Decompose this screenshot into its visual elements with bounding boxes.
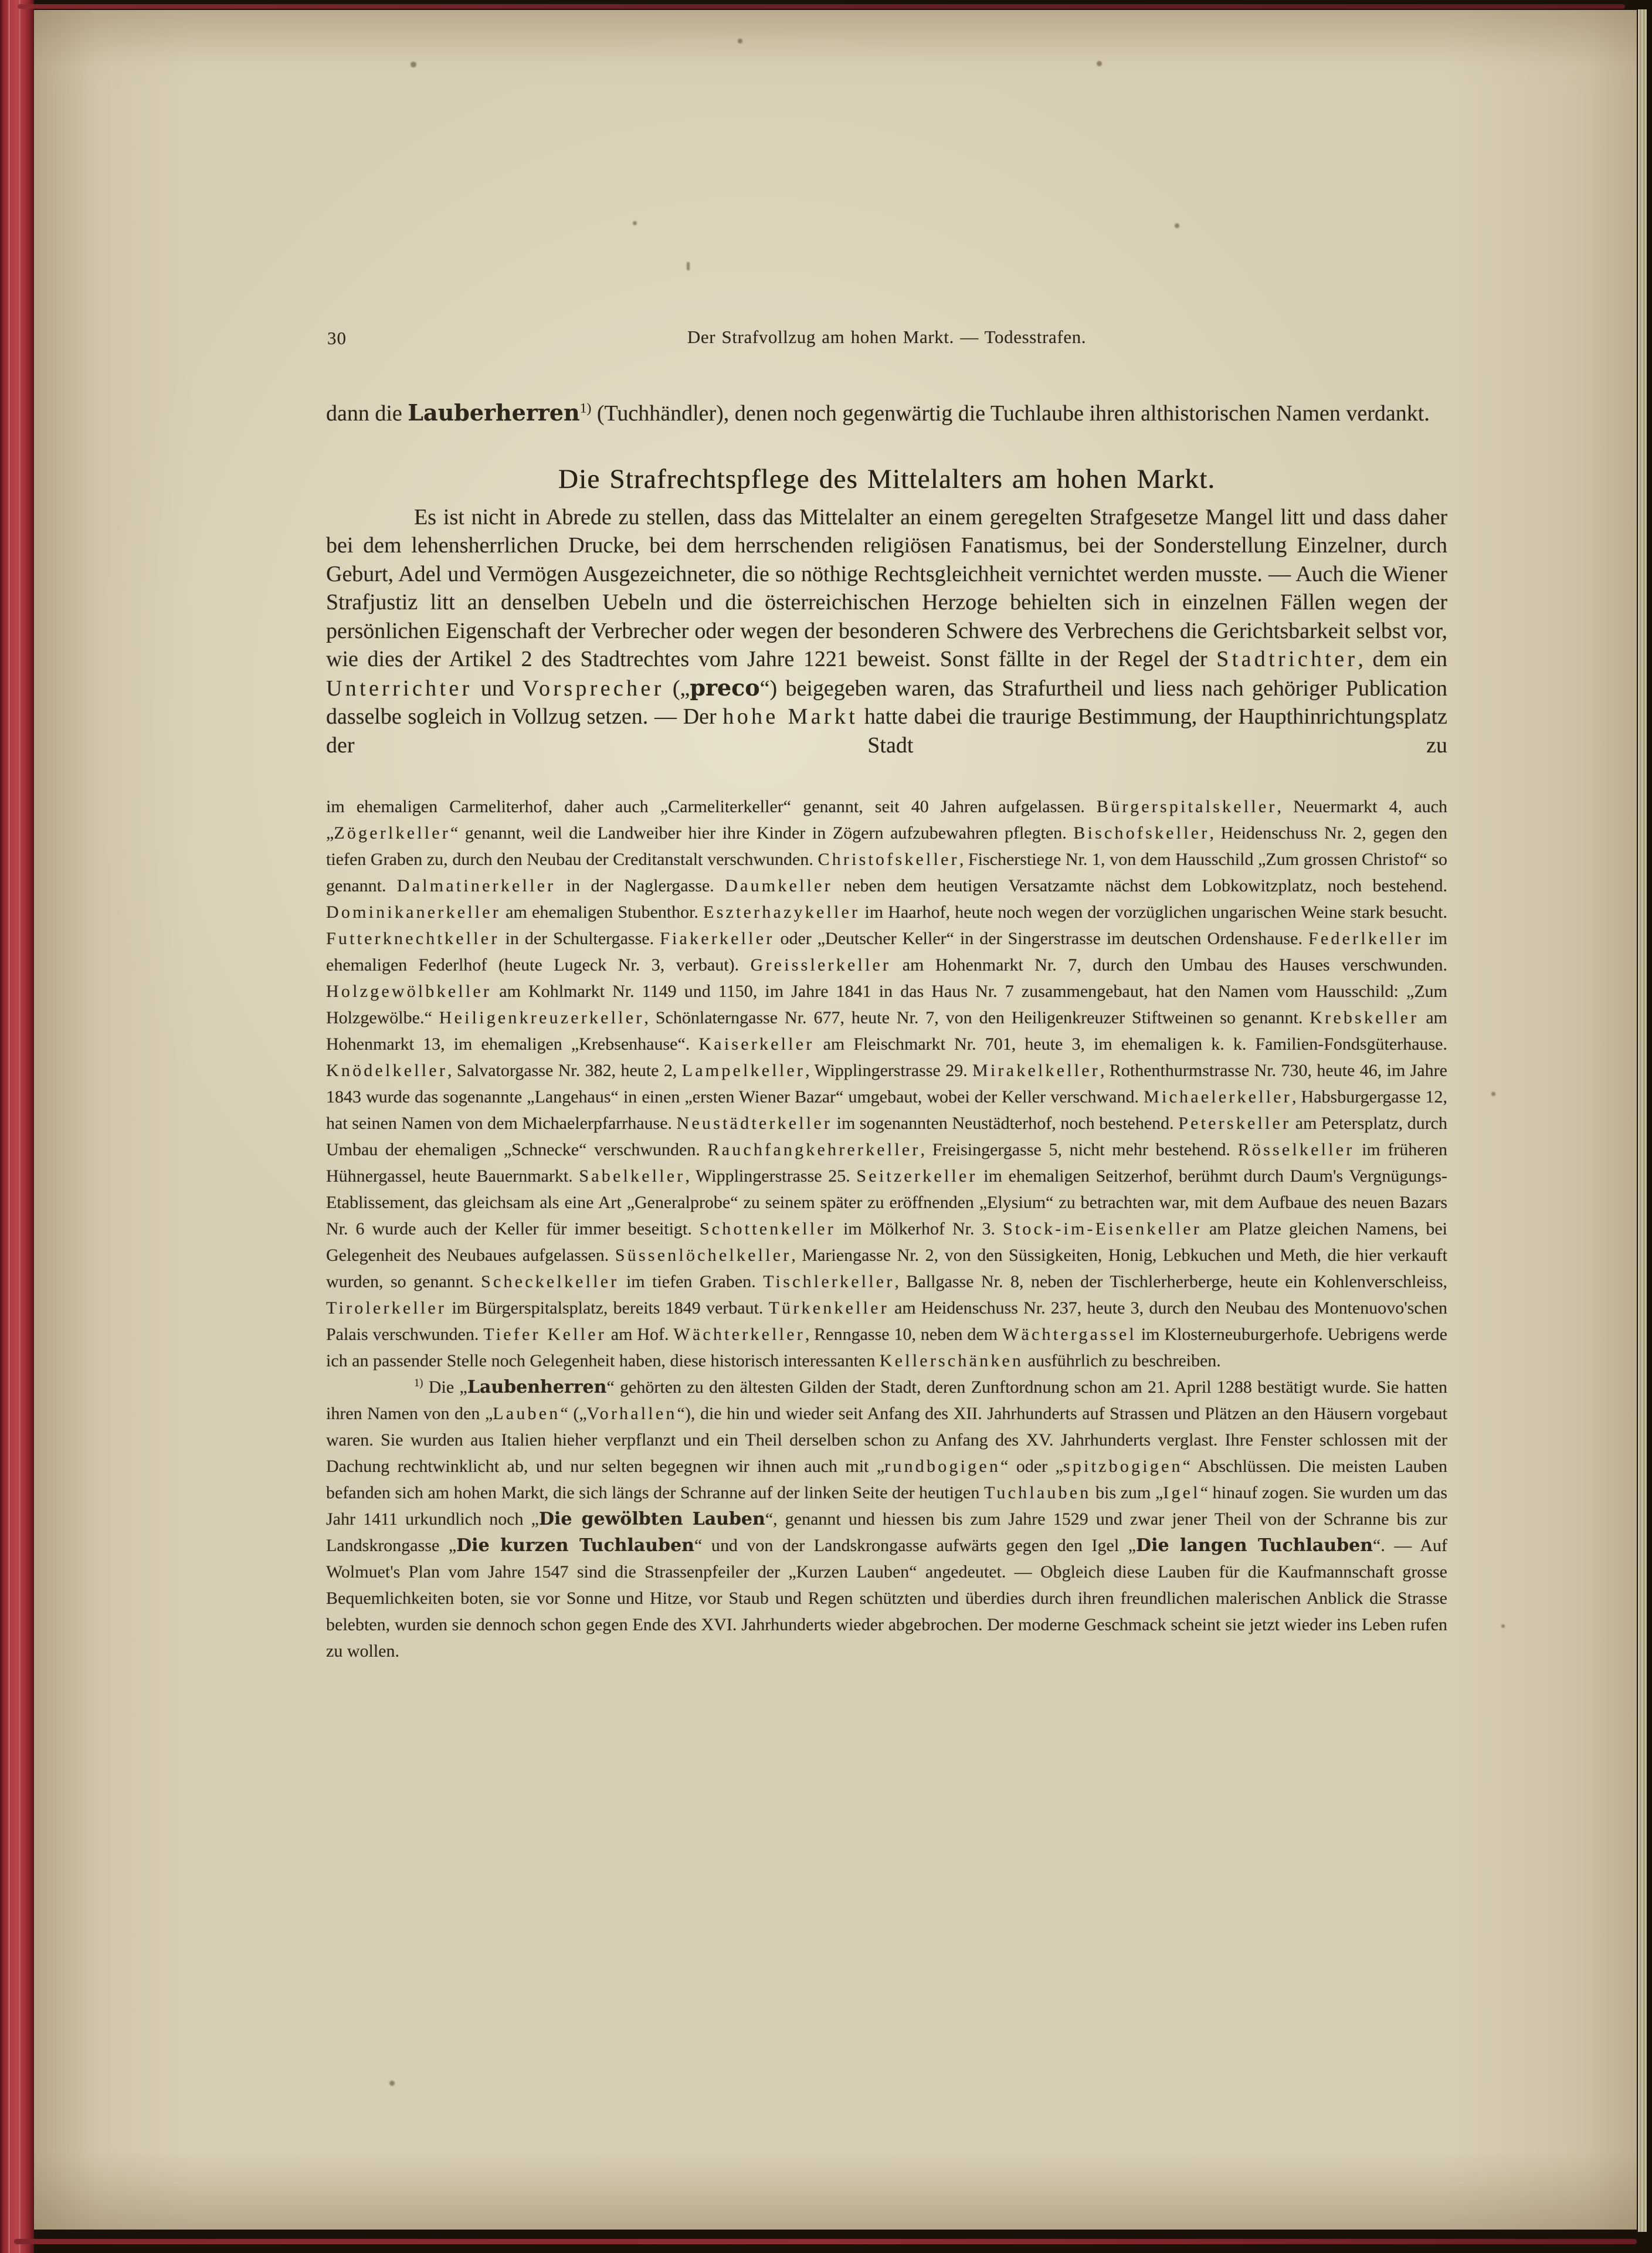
text-segment: Heiligenkreuzerkeller bbox=[439, 1008, 644, 1027]
text-segment: im tiefen Graben. bbox=[619, 1272, 764, 1291]
page-edge-stack bbox=[1638, 9, 1647, 2232]
page-number: 30 bbox=[327, 328, 347, 348]
text-segment: “ gehörten zu den ältesten Gilden der Stadt, deren Zunftordnung schon am 21. April 1288 bestätigt wurde. Sie hatten ihren Namen von den „ bbox=[326, 1377, 1447, 1423]
text-segment: im Bürgerspitalsplatz, bereits 1849 verbaut. bbox=[446, 1298, 769, 1318]
text-segment: Federlkeller bbox=[1308, 929, 1423, 948]
text-segment: “ genannt, weil die Landweiber hier ihre Kinder in Zögern aufzubewahren pflegten. bbox=[450, 823, 1074, 843]
text-segment: im ehemaligen Federlhof (heute Lugeck Nr. 3, verbaut). bbox=[326, 929, 1447, 975]
text-segment: Lauben bbox=[493, 1404, 561, 1423]
text-segment: rundbogigen bbox=[884, 1457, 1001, 1476]
text-segment: in der Naglergasse. bbox=[555, 876, 725, 895]
text-segment: Bischofskeller bbox=[1073, 823, 1210, 843]
text-segment: 1) bbox=[579, 401, 592, 416]
paper-speck bbox=[1491, 1092, 1495, 1096]
text-segment: ausführlich zu beschreiben. bbox=[1023, 1351, 1221, 1370]
section-heading: Die Strafrechtspflege des Mittelalters am hohen Markt. bbox=[558, 463, 1216, 494]
text-segment: , Heidenschuss Nr. 2, gegen den tiefen Graben zu, durch den Neubau der Creditanstalt verschwunden. bbox=[326, 823, 1447, 869]
intro-paragraph bbox=[326, 399, 1447, 428]
text-segment: Daumkeller bbox=[725, 876, 833, 895]
paper-speck bbox=[1175, 223, 1179, 228]
text-segment: im sogenannten Neustädterhof, noch bestehend. bbox=[832, 1114, 1179, 1133]
text-segment: 1) bbox=[414, 1377, 423, 1389]
text-segment: Holzgewölbkeller bbox=[326, 982, 492, 1001]
text-segment: “, genannt und hiessen bis zum Jahre 1529 und zwar jener Theil von der Schranne bis zur Landskrongasse „ bbox=[326, 1509, 1447, 1555]
text-segment: Unterrichter bbox=[326, 676, 473, 701]
text-segment: Die gewölbten Lauben bbox=[538, 1509, 765, 1529]
text-segment: , Wipplingerstrasse 25. bbox=[685, 1166, 857, 1186]
text-segment: Kellerschänken bbox=[879, 1351, 1024, 1370]
paper-speck bbox=[1501, 1624, 1505, 1628]
text-segment: Michaelerkeller bbox=[1144, 1087, 1292, 1107]
text-segment: , Renngasse 10, neben dem bbox=[805, 1325, 1002, 1344]
text-segment: Rauchfangkehrerkeller bbox=[707, 1140, 921, 1159]
text-segment: , Mariengasse Nr. 2, von den Süssigkeiten, Honig, Lebkuchen und Meth, die hier verkauft wurden, so genannt. bbox=[326, 1246, 1447, 1291]
text-segment: “ und von der Landskrongasse aufwärts gegen den Igel „ bbox=[694, 1536, 1137, 1555]
text-segment: Futterknechtkeller bbox=[326, 929, 500, 948]
text-segment: und bbox=[472, 676, 523, 701]
page-header bbox=[326, 326, 1447, 348]
text-segment: Eszterhazykeller bbox=[703, 902, 860, 922]
text-segment: am ehemaligen Stubenthor. bbox=[500, 902, 704, 922]
text-segment: am Hohenmarkt 13, im ehemaligen „Krebsenhause“. bbox=[326, 1008, 1448, 1054]
footnote-continuation bbox=[326, 793, 1447, 1374]
cover-edge-top bbox=[18, 4, 1625, 9]
text-segment: “ hinauf zogen. Sie wurden um das Jahr 1411 urkundlich noch „ bbox=[326, 1483, 1448, 1529]
text-segment: Dalmatinerkeller bbox=[396, 876, 556, 895]
text-segment: Fiakerkeller bbox=[660, 929, 775, 948]
text-segment: Lampelkeller bbox=[681, 1061, 806, 1080]
text-segment: Dominikanerkeller bbox=[326, 902, 501, 922]
text-segment: oder „Deutscher Keller“ in der Singerstrasse im deutschen Ordenshause. bbox=[774, 929, 1308, 948]
text-segment: hohe Markt bbox=[722, 704, 859, 729]
text-segment: Tuchlauben bbox=[983, 1483, 1091, 1502]
text-segment: , Schönlaterngasse Nr. 677, heute Nr. 7, von den Heiligenkreuzer Stiftweinen so genannt. bbox=[644, 1008, 1310, 1027]
text-segment: im Klosterneuburgerhofe. Uebrigens werde ich an passender Stelle noch Gelegenheit haben, diese historisch interessanten bbox=[326, 1325, 1447, 1370]
text-segment: Wächtergassel bbox=[1002, 1325, 1137, 1344]
text-segment: Die „ bbox=[423, 1377, 467, 1397]
footnote-1 bbox=[326, 1374, 1447, 1664]
text-segment: Stadtrichter bbox=[1216, 647, 1358, 671]
text-segment: , Neuermarkt 4, auch „ bbox=[326, 797, 1447, 843]
text-segment: Lauberherren bbox=[408, 399, 580, 426]
text-segment: Scheckelkeller bbox=[481, 1272, 619, 1291]
text-segment: Sabelkeller bbox=[579, 1166, 686, 1186]
text-segment: Kaiserkeller bbox=[698, 1034, 815, 1054]
text-segment: “ („ bbox=[560, 1404, 587, 1423]
cover-edge-bottom bbox=[14, 2239, 1637, 2244]
main-paragraph bbox=[326, 503, 1447, 760]
text-segment: Seitzerkeller bbox=[856, 1166, 978, 1186]
text-segment: im Haarhof, heute noch wegen der vorzüglichen ungarischen Weine stark besucht. bbox=[860, 902, 1447, 922]
text-segment: “) beigegeben waren, das Strafurtheil und liess nach gehöriger Publication dasselbe sogleich in Vollzug setzen. — Der bbox=[326, 676, 1447, 729]
text-segment: Die langen Tuchlauben bbox=[1136, 1535, 1373, 1556]
text-segment: Tischlerkeller bbox=[763, 1272, 895, 1291]
footnote-block bbox=[326, 793, 1447, 1664]
text-segment: Süssenlöchelkeller bbox=[615, 1246, 792, 1265]
text-segment: Peterskeller bbox=[1178, 1114, 1291, 1133]
text-segment: , dem ein bbox=[1358, 647, 1447, 671]
text-segment: , Wipplingerstrasse 29. bbox=[805, 1061, 973, 1080]
text-segment: Vorhallen bbox=[586, 1404, 677, 1423]
text-segment: am Kohlmarkt Nr. 1149 und 1150, im Jahre 1841 in das Haus Nr. 7 zusammengebaut, hat den Namen vom Hausschild: „Zum Holzgewölbe.“ bbox=[326, 982, 1447, 1027]
text-segment: dann die bbox=[326, 401, 408, 426]
text-segment: Wächterkeller bbox=[673, 1325, 805, 1344]
text-segment: , Fischerstiege Nr. 1, von dem Hausschild „Zum grossen Christof“ so genannt. bbox=[326, 850, 1448, 895]
text-segment: („ bbox=[664, 676, 690, 701]
text-segment: Stock-im-Eisenkeller bbox=[1002, 1219, 1202, 1239]
text-segment: Tiefer Keller bbox=[483, 1325, 606, 1344]
text-segment: im Mölkerhof Nr. 3. bbox=[835, 1219, 1003, 1239]
text-segment: am Petersplatz, durch Umbau der ehemaligen „Schnecke“ verschwunden. bbox=[326, 1114, 1447, 1159]
text-segment: Knödelkeller bbox=[326, 1061, 448, 1080]
text-segment: Rösselkeller bbox=[1237, 1140, 1355, 1159]
text-segment: Zögerlkeller bbox=[334, 823, 450, 843]
text-segment: am Heidenschuss Nr. 237, heute 3, durch den Neubau des Montenuovo'schen Palais verschwunden. bbox=[326, 1298, 1448, 1344]
paper-speck bbox=[687, 262, 690, 270]
text-segment: “. — Auf Wolmuet's Plan vom Jahre 1547 sind die Strassenpfeiler der „Kurzen Lauben“ angedeutet. — Obgleich diese Lauben für die Kaufmannschaft grosse Bequemlichkeiten boten, sie vor Sonne und Hitze, vor Staub und Regen schützten und überdies durch ihren freundlichen malerischen Anblick die Strasse belebten, wurden sie dennoch schon gegen Ende des XVI. Jahrhunderts wieder abgebrochen. Der moderne Geschmack scheint sie jetzt wieder ins Leben rufen zu wollen. bbox=[326, 1536, 1447, 1661]
text-segment: Die kurzen Tuchlauben bbox=[456, 1535, 694, 1556]
text-segment: , Ballgasse Nr. 8, neben der Tischlerherberge, heute ein Kohlenverschleiss, bbox=[894, 1272, 1447, 1291]
text-segment: , Freisingergasse 5, nicht mehr bestehend. bbox=[920, 1140, 1238, 1159]
running-head: Der Strafvollzug am hohen Markt. — Todesstrafen. bbox=[687, 327, 1087, 347]
text-segment: hatte dabei die traurige Bestimmung, der Haupthinrichtungsplatz der Stadt zu bbox=[326, 704, 1448, 758]
text-segment: , Rothenthurmstrasse Nr. 730, heute 46, im Jahre 1843 wurde das sogenannte „Langehaus“ in einen „ersten Wiener Bazar“ umgebaut, wobei der Keller verschwand. bbox=[326, 1061, 1447, 1107]
text-segment: Es ist nicht in Abrede zu stellen, dass das Mittelalter an einem geregelten Strafgesetze Mangel litt und dass daher bei dem lehensherrlichen Drucke, bei dem herrschenden religiösen Fanatismus, bei der Sonderstellung Einzelner, durch Geburt, Adel und Vermögen Ausgezeichneter, die so nöthige Rechtsgleichheit vernichtet werden musste. — Auch die Wiener Strafjustiz litt an denselben Uebeln und die österreichischen Herzoge behielten sich in einzelnen Fällen wegen der persönlichen Eigenschaft der Verbrecher oder wegen der besonderen Schwere des Verbrechens die Gerichtsbarkeit selbst vor, wie dies der Artikel 2 des Stadtrechtes vom Jahre 1221 beweist. Sonst fällte in der Regel der bbox=[326, 504, 1447, 671]
paper-speck bbox=[738, 39, 742, 43]
text-segment: im früheren Hühnergassel, heute Bauernmarkt. bbox=[326, 1140, 1447, 1186]
book-spine bbox=[0, 0, 34, 2253]
text-segment: Greisslerkeller bbox=[750, 955, 891, 975]
text-segment: Krebskeller bbox=[1310, 1008, 1419, 1027]
text-segment: Christofskeller bbox=[817, 850, 959, 869]
text-segment: Laubenherren bbox=[467, 1377, 607, 1397]
paper-speck bbox=[633, 221, 637, 225]
text-segment: im ehemaligen Carmeliterhof, daher auch „Carmeliterkeller“ genannt, seit 40 Jahren aufgelassen. bbox=[326, 797, 1097, 816]
paper-speck bbox=[411, 62, 416, 67]
text-segment: Schottenkeller bbox=[699, 1219, 836, 1239]
text-segment: bis zum „ bbox=[1091, 1483, 1163, 1502]
text-segment: preco bbox=[690, 674, 760, 701]
text-segment: Vorsprecher bbox=[523, 676, 664, 701]
text-segment: Bürgerspitalskeller bbox=[1097, 797, 1277, 816]
text-segment: in der Schultergasse. bbox=[499, 929, 660, 948]
text-segment: Mirakelkeller bbox=[972, 1061, 1100, 1080]
text-segment: “ oder „ bbox=[1000, 1457, 1063, 1476]
text-segment: am Hohenmarkt Nr. 7, durch den Umbau des Hauses verschwunden. bbox=[891, 955, 1447, 975]
text-segment: am Platze gleichen Namens, bei Gelegenheit des Neubaues aufgelassen. bbox=[326, 1219, 1447, 1265]
text-segment: , Habsburgergasse 12, hat seinen Namen von dem Michaelerpfarrhause. bbox=[326, 1087, 1448, 1133]
page-content bbox=[326, 326, 1447, 1664]
text-segment: am Fleischmarkt Nr. 701, heute 3, im ehemaligen k. k. Familien-Fondsgüterhause. bbox=[814, 1034, 1447, 1054]
text-segment: “ Abschlüssen. Die meisten Lauben befanden sich am hohen Markt, die sich längs der Schranne auf der linken Seite der heutigen bbox=[326, 1457, 1447, 1502]
text-segment: Tirolerkeller bbox=[326, 1298, 447, 1318]
text-segment: Türkenkeller bbox=[768, 1298, 889, 1318]
text-segment: im ehemaligen Seitzerhof, berühmt durch Daum's Vergnügungs-Etablissement, das gleichsam als eine Art „Generalprobe“ zu seinem später zu eröffnenden „Elysium“ zu betrachten war, mit dem Aufbaue des neuen Bazars Nr. 6 wurde auch der Keller für immer beseitigt. bbox=[326, 1166, 1447, 1239]
paper-speck bbox=[1097, 61, 1102, 66]
paper-speck bbox=[389, 2081, 395, 2086]
text-segment: spitzbogigen bbox=[1063, 1457, 1183, 1476]
text-segment: Igel bbox=[1163, 1483, 1200, 1502]
text-segment: (Tuchhändler), denen noch gegenwärtig die Tuchlaube ihren althistorischen Namen verdankt. bbox=[591, 401, 1430, 426]
text-segment: neben dem heutigen Versatzamte nächst dem Lobkowitzplatz, noch bestehend. bbox=[832, 876, 1448, 895]
text-segment: am Hof. bbox=[606, 1325, 674, 1344]
text-segment: Neustädterkeller bbox=[676, 1114, 833, 1133]
text-segment: “), die hin und wieder seit Anfang des XII. Jahrhunderts auf Strassen und Plätzen an den Häusern vorgebaut waren. Sie wurden aus Italien hieher verpflanzt und ein Theil derselben schon zu Anfang des XV. Jahrhunderts verglast. Ihre Fenster schlossen mit der Dachung rechtwinklicht ab, und nur selten begegnen wir ihnen auch mit „ bbox=[326, 1404, 1448, 1476]
text-segment: , Salvatorgasse Nr. 382, heute 2, bbox=[447, 1061, 682, 1080]
